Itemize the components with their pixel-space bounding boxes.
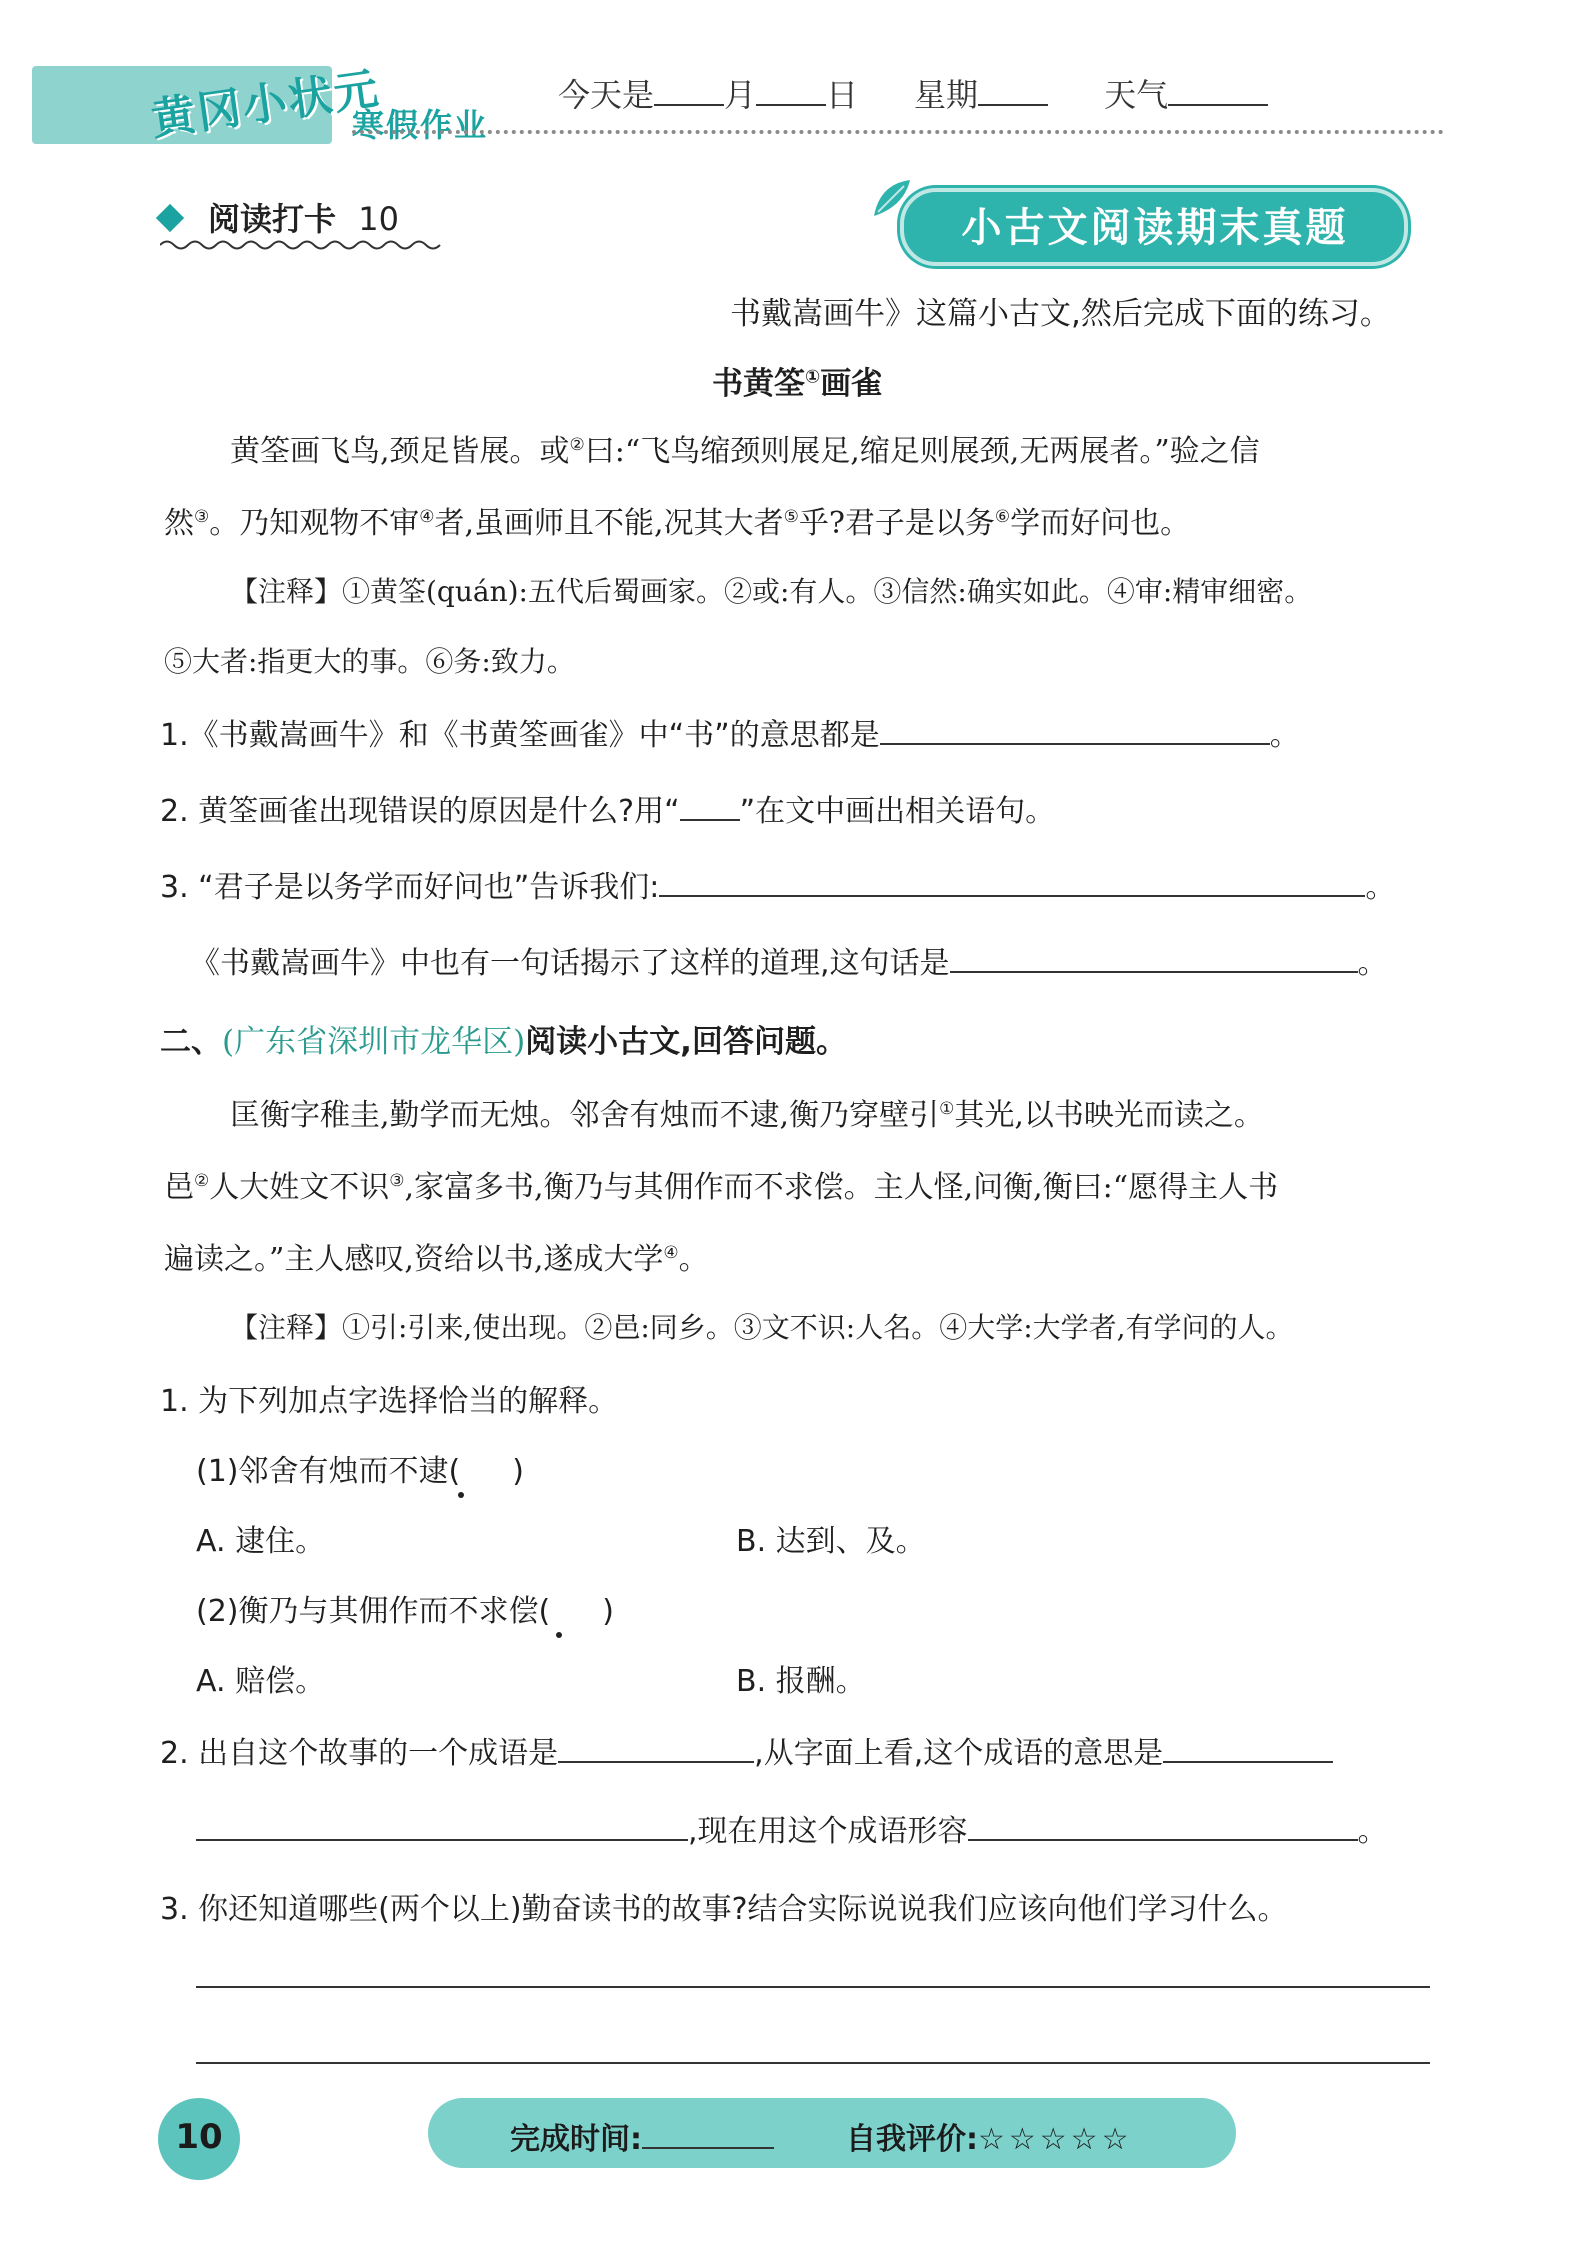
s2-question-1: 1. 为下列加点字选择恰当的解释。 xyxy=(160,1384,619,1419)
brand-logo: 黄冈小状元 xyxy=(148,63,384,146)
footnote-mark: ④ xyxy=(419,507,435,527)
answer-line-2[interactable] xyxy=(196,2062,1430,2064)
question-text: 2. 黄筌画雀出现错误的原因是什么?用“ xyxy=(160,794,680,829)
answer-blank[interactable] xyxy=(196,1809,688,1841)
footnote-mark: ⑤ xyxy=(783,507,799,527)
passage1-text: 学而好问也。 xyxy=(1010,506,1191,541)
passage1-title-sup: ① xyxy=(805,366,821,388)
completion-time-label: 完成时间: xyxy=(510,2122,642,2157)
passage1-text: 黄筌画飞鸟,颈足皆展。或 xyxy=(230,434,570,469)
footnote-mark: ⑥ xyxy=(994,507,1011,527)
passage1-title xyxy=(712,358,882,403)
footnote-mark: ② xyxy=(569,435,585,455)
day-label: 日 xyxy=(826,76,859,114)
emphasis-dot xyxy=(458,1492,464,1498)
question-end: 。 xyxy=(1269,718,1300,753)
answer-blank[interactable] xyxy=(1163,1731,1333,1763)
day-blank[interactable] xyxy=(756,72,826,106)
passage1-text: 。乃知观物不审 xyxy=(209,506,420,541)
section2-number: 二、 xyxy=(160,1024,222,1060)
question-text: ,现在用这个成语形容 xyxy=(688,1814,968,1849)
question-end: ) xyxy=(602,1594,614,1629)
section1-intro: 书戴嵩画牛》这篇小古文,然后完成下面的练习。 xyxy=(730,296,1391,332)
passage2-text: 匡衡字稚圭,勤学而无烛。邻舍有烛而不逮,衡乃穿壁引 xyxy=(230,1098,940,1133)
s2-question-3: 3. 你还知道哪些(两个以上)勤奋读书的故事?结合实际说说我们应该向他们学习什么。 xyxy=(160,1892,1288,1927)
passage1-text: 曰:“飞鸟缩颈则展足,缩足则展颈,无两展者。”验之信 xyxy=(584,434,1260,469)
question-end: 。 xyxy=(1357,946,1388,981)
s1-question-3 xyxy=(160,862,1395,906)
passage2-line1 xyxy=(230,1090,1264,1134)
answer-line-1[interactable] xyxy=(196,1986,1430,1988)
underline-sample xyxy=(680,789,740,821)
question-end: 。 xyxy=(1357,1814,1388,1849)
footer-content xyxy=(510,2114,1132,2158)
weather-label: 天气 xyxy=(1104,76,1169,114)
passage1-title-a: 书黄筌 xyxy=(712,366,805,402)
passage2-text: 遍读之。”主人感叹,资给以书,遂成大学 xyxy=(164,1242,664,1277)
question-text: 1.《书戴嵩画牛》和《书黄筌画雀》中“书”的意思都是 xyxy=(160,718,880,753)
section2-instruction: 阅读小古文,回答问题。 xyxy=(525,1024,847,1060)
s1-question-1 xyxy=(160,710,1300,754)
notes2: 【注释】①引:引来,使出现。②邑:同乡。③文不识:人名。④大学:大学者,有学问的人。 xyxy=(230,1311,1294,1344)
footnote-mark: ④ xyxy=(663,1243,679,1263)
notes1-line2: ⑤大者:指更大的事。⑥务:致力。 xyxy=(164,645,575,678)
question-text: 3. “君子是以务学而好问也”告诉我们: xyxy=(160,870,660,905)
answer-blank[interactable] xyxy=(880,713,1270,745)
footnote-mark: ③ xyxy=(194,507,210,527)
date-line xyxy=(558,70,1268,116)
passage2-text: ,家富多书,衡乃与其佣作而不求偿。主人怪,问衡,衡曰:“愿得主人书 xyxy=(404,1170,1279,1205)
footnote-mark: ② xyxy=(194,1171,210,1191)
s2-question-1-1 xyxy=(196,1446,524,1490)
option-1-a[interactable]: A. 逮住。 xyxy=(196,1524,326,1559)
s2-question-2-cont xyxy=(196,1806,1388,1850)
question-text: ,从字面上看,这个成语的意思是 xyxy=(754,1736,1164,1771)
s2-question-1-2 xyxy=(196,1586,614,1630)
notes1-line1: 【注释】①黄筌(quán):五代后蜀画家。②或:有人。③信然:确实如此。④审:精审细密。 xyxy=(230,575,1313,608)
self-eval-label: 自我评价: xyxy=(846,2122,978,2157)
passage1-title-b: 画雀 xyxy=(820,366,883,402)
banner-title: 小古文阅读期末真题 xyxy=(961,205,1349,251)
weather-blank[interactable] xyxy=(1168,72,1268,106)
weekday-label: 星期 xyxy=(914,76,979,114)
weekday-blank[interactable] xyxy=(978,72,1048,106)
answer-blank[interactable] xyxy=(950,941,1358,973)
passage1-line1 xyxy=(230,426,1260,470)
option-2-b[interactable]: B. 报酬。 xyxy=(736,1664,866,1699)
question-text: 2. 出自这个故事的一个成语是 xyxy=(160,1736,559,1771)
passage2-line3 xyxy=(164,1234,709,1278)
question-text: (1)邻舍有烛而不逮( xyxy=(196,1454,461,1489)
diamond-icon xyxy=(156,204,184,232)
brand-subtitle: 寒假作业 xyxy=(352,106,489,144)
passage1-text: 乎?君子是以务 xyxy=(798,506,995,541)
question-text: 《书戴嵩画牛》中也有一句话揭示了这样的道理,这句话是 xyxy=(190,946,950,981)
passage2-text: 其光,以书映光而读之。 xyxy=(954,1098,1264,1133)
section2-source: (广东省深圳市龙华区) xyxy=(222,1024,526,1060)
s1-question-2 xyxy=(160,786,1055,830)
passage1-line2 xyxy=(164,498,1190,542)
passage1-text: 者,虽画师且不能,况其大者 xyxy=(434,506,784,541)
option-2-a[interactable]: A. 赔偿。 xyxy=(196,1664,326,1699)
passage2-text: 邑 xyxy=(164,1170,194,1205)
month-blank[interactable] xyxy=(654,72,724,106)
question-end: 。 xyxy=(1365,870,1396,905)
answer-blank[interactable] xyxy=(558,1731,754,1763)
s2-question-2 xyxy=(160,1728,1333,1772)
question-end: ) xyxy=(512,1454,524,1489)
passage2-text: 人大姓文不识 xyxy=(209,1170,390,1205)
option-1-b[interactable]: B. 达到、及。 xyxy=(736,1524,926,1559)
passage2-line2 xyxy=(164,1162,1278,1206)
card-title-text: 阅读打卡 xyxy=(208,200,337,238)
page-number: 10 xyxy=(175,2117,223,2157)
footnote-mark: ③ xyxy=(389,1171,405,1191)
wavy-underline xyxy=(160,238,446,252)
card-title xyxy=(160,194,399,240)
rating-stars[interactable]: ☆☆☆☆☆ xyxy=(978,2122,1133,2157)
passage1-text: 然 xyxy=(164,506,194,541)
answer-blank[interactable] xyxy=(659,865,1365,897)
completion-time-blank[interactable] xyxy=(642,2117,774,2149)
passage2-text: 。 xyxy=(678,1242,709,1277)
emphasis-dot xyxy=(556,1632,562,1638)
month-label: 月 xyxy=(724,76,757,114)
s1-question-3b xyxy=(190,938,1388,982)
card-number: 10 xyxy=(358,200,400,238)
question-text: ”在文中画出相关语句。 xyxy=(739,794,1056,829)
header-divider xyxy=(352,130,1444,134)
section2-heading xyxy=(160,1016,847,1061)
answer-blank[interactable] xyxy=(968,1809,1358,1841)
date-prefix: 今天是 xyxy=(558,76,655,114)
footnote-mark: ① xyxy=(939,1099,955,1119)
question-text: (2)衡乃与其佣作而不求偿( xyxy=(196,1594,551,1629)
